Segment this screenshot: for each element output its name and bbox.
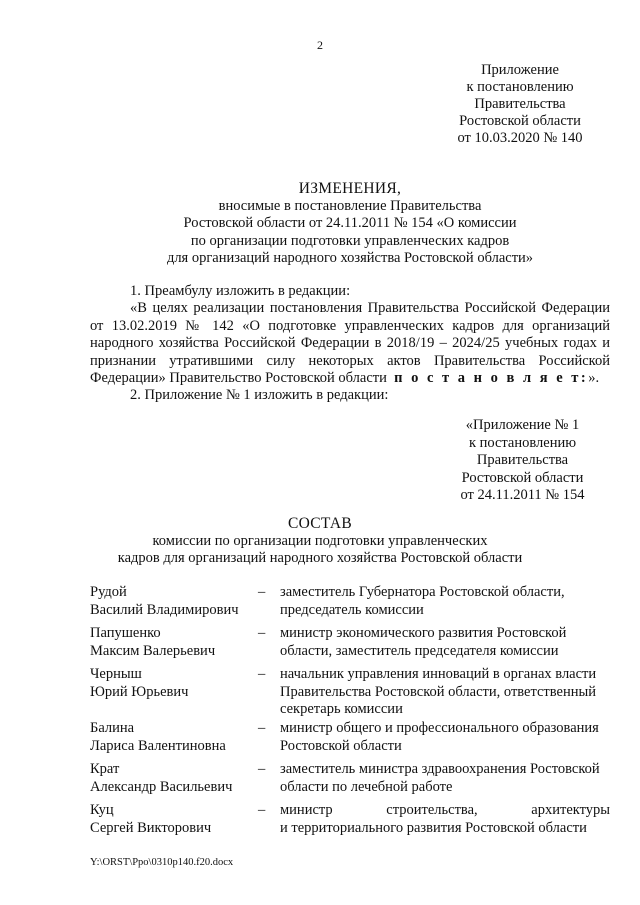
member-role-line: заместитель министра здравоохранения Ростовской [280, 761, 600, 777]
member-given-name: Лариса Валентиновна [90, 737, 226, 754]
member-dash: – [258, 666, 266, 682]
appendix-line: Правительства [474, 96, 566, 112]
composition-heading: СОСТАВ [287, 515, 353, 532]
item-1: 1. Преамбулу изложить в редакции: [130, 283, 351, 299]
appendix-line: от 10.03.2020 № 140 [457, 130, 583, 146]
title-line: для организаций народного хозяйства Ростовской области» [166, 250, 534, 266]
member-role-line: министр экономического развития Ростовской [280, 625, 567, 641]
title-line: вносимые в постановление Правительства [218, 197, 482, 214]
member-role-line: министр общего и профессионального образования [280, 720, 599, 736]
appendix-header [430, 62, 610, 147]
member-role-line: начальник управления инноваций в органах власти [280, 666, 597, 682]
preamble-end: ». [588, 370, 600, 386]
member-role-line: области по лечебной работе [280, 778, 453, 795]
member-given-name: Василий Владимирович [90, 601, 239, 618]
member-given-name: Максим Валерьевич [90, 642, 216, 659]
member-surname: Папушенко [90, 625, 161, 641]
preamble-text: «В целях реализации постановления Правительства Российской Федерации от 13.02.2019 № 142 «О подготовке управленческих кадров для организаций народного хозяйства Российской Федерации в 2018/19 – 2024/25 учебных годах и признании утратившими силу некоторых актов Правительства Российской Федерации» Правительство Ростовской области [90, 300, 610, 386]
member-surname: Балина [90, 720, 135, 736]
appendix-new [440, 417, 605, 505]
member-role-line: секретарь комиссии [280, 701, 403, 717]
title-line: по организации подготовки управленческих кадров [190, 232, 510, 249]
appendix-line: к постановлению [466, 79, 574, 95]
member-dash: – [258, 584, 266, 600]
appendix-new-line: к постановлению [468, 434, 577, 451]
member-surname: Куц [90, 802, 114, 818]
member-dash: – [258, 625, 266, 641]
member-given-name: Юрий Юрьевич [90, 683, 189, 700]
member-given-name: Александр Васильевич [90, 778, 233, 795]
member-role-line: Правительства Ростовской области, ответственный [280, 683, 596, 700]
member-role-line: председатель комиссии [280, 601, 424, 618]
appendix-new-line: Ростовской области [461, 469, 584, 486]
member-dash: – [258, 761, 266, 777]
composition-line: кадров для организаций народного хозяйства Ростовской области [117, 550, 523, 566]
document-title [60, 180, 640, 268]
page-number: 2 [317, 38, 323, 52]
member-role-line: и территориального развития Ростовской области [280, 819, 587, 836]
decree-word: п о с т а н о в л я е т: [394, 370, 589, 386]
composition-line: комиссии по организации подготовки управленческих [152, 532, 488, 549]
member-surname: Крат [90, 761, 120, 777]
preamble-quote [90, 300, 610, 388]
item-2: 2. Приложение № 1 изложить в редакции: [130, 387, 389, 403]
member-given-name: Сергей Викторович [90, 819, 212, 836]
appendix-line: Приложение [481, 62, 559, 78]
title-line: Ростовской области от 24.11.2011 № 154 «О комиссии [183, 215, 517, 231]
appendix-new-line: «Приложение № 1 [465, 417, 580, 433]
file-path-footer: Y:\ORST\Ppo\0310p140.f20.docx [90, 857, 234, 868]
member-surname: Рудой [90, 584, 127, 600]
member-dash: – [258, 720, 266, 736]
appendix-new-line: Правительства [476, 452, 569, 468]
member-role-line: области, заместитель председателя комиссии [280, 642, 559, 659]
member-dash: – [258, 802, 266, 818]
member-role-line: Ростовской области [280, 737, 402, 754]
title-heading: ИЗМЕНЕНИЯ, [298, 180, 402, 197]
member-role-line: заместитель Губернатора Ростовской области, [280, 584, 565, 600]
member-surname: Черныш [90, 666, 142, 682]
appendix-line: Ростовской области [459, 113, 581, 129]
member-role-line: министр строительства, архитектуры [280, 802, 610, 818]
composition-title [0, 515, 640, 568]
appendix-new-line: от 24.11.2011 № 154 [460, 487, 585, 503]
